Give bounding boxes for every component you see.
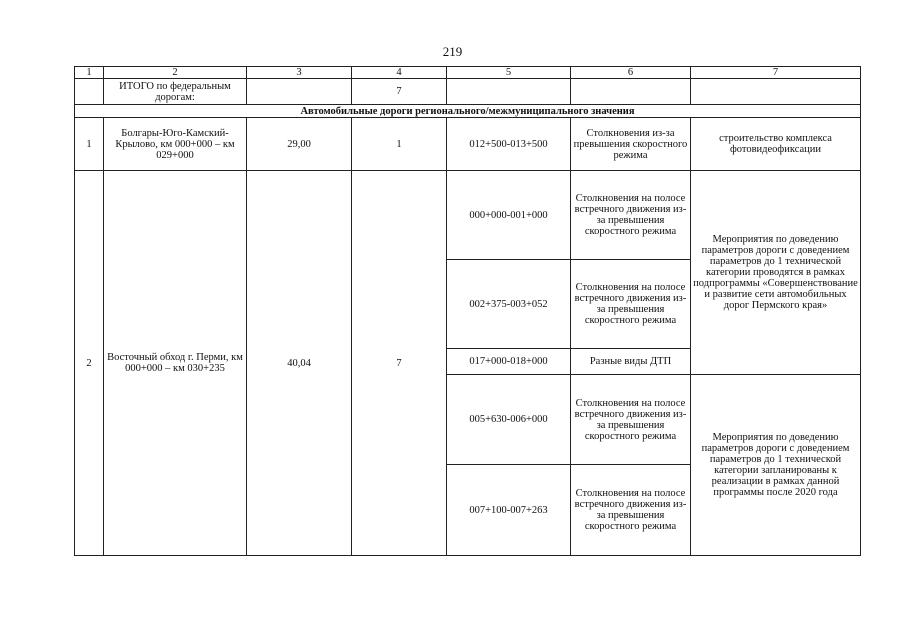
row-number: 2 (75, 171, 104, 556)
accident-count: 1 (352, 118, 447, 171)
column-number: 5 (447, 67, 571, 79)
column-number: 3 (247, 67, 352, 79)
road-accidents-table (74, 66, 861, 556)
table-row (75, 171, 861, 260)
accident-count: 7 (352, 171, 447, 556)
measure-text: строительство комплекса фотовидеофиксации (691, 118, 861, 171)
column-number: 2 (104, 67, 247, 79)
page-number: 219 (442, 44, 463, 59)
accident-type: Столкновения на полосе встречного движения из-за превышения скоростного режима (571, 171, 691, 260)
column-number: 1 (75, 67, 104, 79)
road-length: 40,04 (247, 171, 352, 556)
accident-type: Столкновения на полосе встречного движения из-за превышения скоростного режима (571, 375, 691, 465)
accident-type: Разные виды ДТП (571, 349, 691, 375)
segment-km: 000+000-001+000 (447, 171, 571, 260)
row-number: 1 (75, 118, 104, 171)
measure-text: Мероприятия по доведению параметров дороги с доведением параметров до 1 технической категории запланированы к реализации в рамках данной программы после 2020 года (691, 375, 861, 556)
accident-type: Столкновения на полосе встречного движения из-за превышения скоростного режима (571, 465, 691, 556)
measure-text: Мероприятия по доведению параметров дороги с доведением параметров до 1 технической категории проводятся в рамках подпрограммы «Совершенствование и развитие сети автомобильных дорог Пермского края» (691, 171, 861, 375)
column-number-row (75, 67, 861, 79)
federal-total-count: 7 (352, 79, 447, 105)
federal-total-row (75, 79, 861, 105)
accident-type: Столкновения из-за превышения скоростного режима (571, 118, 691, 171)
segment-km: 017+000-018+000 (447, 349, 571, 375)
segment-km: 005+630-006+000 (447, 375, 571, 465)
road-name: Восточный обход г. Перми, км 000+000 – км 030+235 (104, 171, 247, 556)
segment-km: 007+100-007+263 (447, 465, 571, 556)
road-length: 29,00 (247, 118, 352, 171)
column-number: 6 (571, 67, 691, 79)
empty-cell (571, 79, 691, 105)
empty-cell (75, 79, 104, 105)
segment-km: 002+375-003+052 (447, 260, 571, 349)
column-number: 4 (352, 67, 447, 79)
empty-cell (691, 79, 861, 105)
section-title: Автомобильные дороги регионального/межмуниципального значения (75, 105, 861, 118)
federal-total-label: ИТОГО по федеральным дорогам: (104, 79, 247, 105)
segment-km: 012+500-013+500 (447, 118, 571, 171)
section-title-row (75, 105, 861, 118)
empty-cell (447, 79, 571, 105)
column-number: 7 (691, 67, 861, 79)
table-row (75, 118, 861, 171)
empty-cell (247, 79, 352, 105)
accident-type: Столкновения на полосе встречного движения из-за превышения скоростного режима (571, 260, 691, 349)
road-name: Болгары-Юго-Камский-Крылово, км 000+000 – км 029+000 (104, 118, 247, 171)
